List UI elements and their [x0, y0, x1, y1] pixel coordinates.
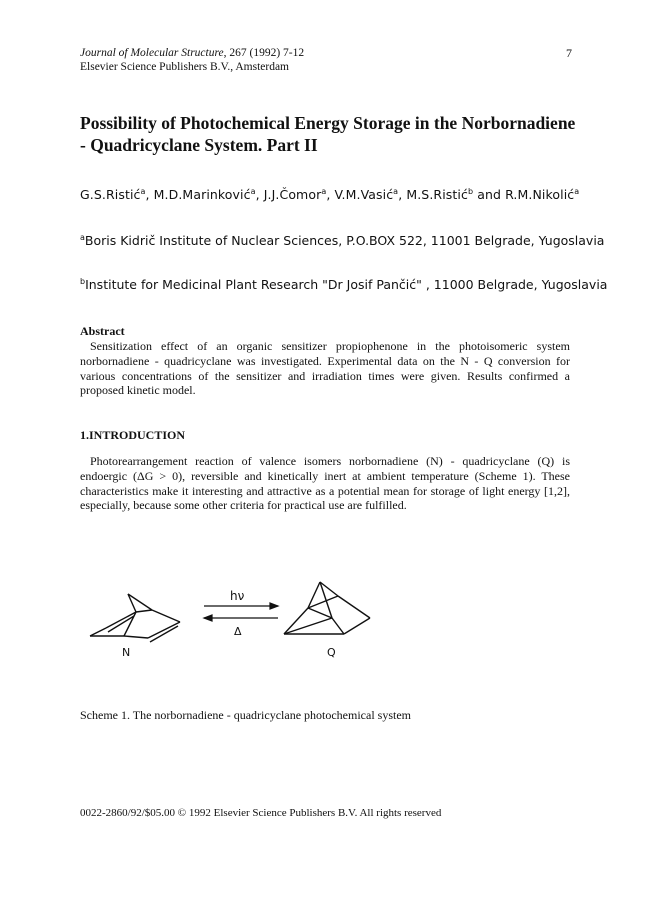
author-affiliation-mark: a: [393, 187, 399, 196]
author-separator: ,: [145, 187, 154, 202]
author-name: G.S.Ristić: [80, 187, 141, 202]
quadricyclane-structure: [284, 582, 370, 634]
author-affiliation-mark: a: [321, 187, 327, 196]
affiliation-text: Institute for Medicinal Plant Research "Dr Josif Pančić" , 11000 Belgrade, Yugoslavia: [85, 277, 608, 292]
author-name: M.S.Ristić: [406, 187, 468, 202]
scheme-1-diagram: [80, 570, 380, 670]
author-separator: and: [473, 187, 506, 202]
affiliation-a: [80, 233, 604, 248]
equilibrium-arrows: [204, 603, 278, 621]
arrow-label-light: hν: [230, 589, 245, 603]
affiliation-text: Boris Kidrič Institute of Nuclear Sciences, P.O.BOX 522, 11001 Belgrade, Yugoslavia: [84, 233, 605, 248]
affiliation-mark: b: [80, 277, 86, 286]
author-name: R.M.Nikolić: [505, 187, 575, 202]
affiliation-mark: a: [80, 233, 85, 242]
publisher-line: Elsevier Science Publishers B.V., Amsterdam: [80, 61, 289, 73]
affiliation-b: [80, 277, 607, 292]
author-affiliation-mark: a: [574, 187, 580, 196]
paper-title: Possibility of Photochemical Energy Storage in the Norbornadiene - Quadricyclane System. Part II: [80, 113, 576, 155]
section-heading-introduction: 1.INTRODUCTION: [80, 428, 186, 442]
abstract-heading: Abstract: [80, 324, 125, 338]
arrow-label-heat: Δ: [234, 625, 242, 638]
author-name: J.J.Čomor: [263, 187, 322, 202]
author-separator: ,: [326, 187, 335, 202]
copyright-footer: 0022-2860/92/$05.00 © 1992 Elsevier Science Publishers B.V. All rights reserved: [80, 807, 442, 819]
abstract-body: Sensitization effect of an organic sensitizer propiophenone in the photoisomeric system norbornadiene - quadricyclane was investigated. Experimental data on the N - Q conversion for various concentrations of the sensitizer and irradiation times were given. Results confirmed a proposed kinetic model.: [80, 339, 570, 398]
author-affiliation-mark: a: [140, 187, 146, 196]
journal-citation: [80, 46, 304, 74]
author-name: V.M.Vasić: [334, 187, 394, 202]
norbornadiene-structure: [90, 594, 180, 642]
label-n: N: [122, 646, 131, 659]
author-list: [80, 187, 579, 202]
author-affiliation-mark: a: [250, 187, 256, 196]
author-affiliation-mark: b: [467, 187, 474, 196]
author-separator: ,: [398, 187, 407, 202]
journal-volume: , 267 (1992) 7-12: [223, 47, 305, 59]
author-separator: ,: [255, 187, 264, 202]
journal-name: Journal of Molecular Structure: [80, 47, 224, 59]
scheme-caption: Scheme 1. The norbornadiene - quadricyclane photochemical system: [80, 708, 411, 722]
page-number: 7: [566, 46, 572, 60]
introduction-paragraph: Photorearrangement reaction of valence isomers norbornadiene (N) - quadricyclane (Q) is endoergic (ΔG > 0), reversible and kinetically inert at ambient temperature (Scheme 1). These characteristics make it interesting and attractive as a potential mean for storage of light energy [1,2], especially, because some other criteria for practical use are fulfilled.: [80, 454, 570, 513]
label-q: Q: [327, 646, 336, 659]
author-name: M.D.Marinković: [153, 187, 251, 202]
